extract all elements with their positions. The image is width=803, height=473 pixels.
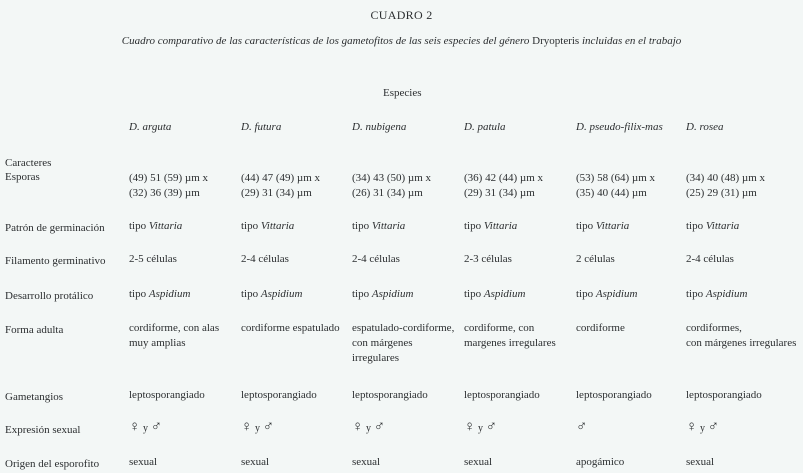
- especies-header: Especies: [383, 87, 422, 99]
- species-header: D. pseudo-filix-mas: [576, 121, 663, 133]
- row-label-gametangios: Gametangios: [5, 391, 64, 403]
- species-header: D. arguta: [129, 121, 172, 133]
- cell-expresion: ♀ y ♂: [352, 419, 385, 435]
- cell-desarrollo: tipo Aspidium: [352, 288, 414, 300]
- male-symbol-icon: ♂: [262, 419, 274, 435]
- cell-germinacion: tipo Vittaria: [686, 220, 740, 232]
- cell-esporas: (53) 58 (64) µm x (35) 40 (44) µm: [576, 172, 656, 199]
- species-header: D. rosea: [686, 121, 724, 133]
- cell-germinacion: tipo Vittaria: [241, 220, 295, 232]
- cell-origen: sexual: [352, 456, 381, 468]
- cell-expresion: ♀ y ♂: [129, 419, 162, 435]
- caption-text-end: incluidas en el trabajo: [579, 35, 682, 47]
- cell-forma: cordiforme, con margenes irregulares: [464, 322, 556, 349]
- cell-desarrollo: tipo Aspidium: [576, 288, 638, 300]
- table-caption: [0, 35, 803, 47]
- cell-desarrollo: tipo Aspidium: [129, 288, 191, 300]
- cell-filamento: 2-4 células: [686, 253, 734, 265]
- cell-germinacion: tipo Vittaria: [352, 220, 406, 232]
- species-header: D. nubigena: [352, 121, 407, 133]
- cell-forma: cordiformes, con márgenes irregulares: [686, 322, 797, 349]
- row-label-forma: Forma adulta: [5, 324, 64, 336]
- cell-esporas: (36) 42 (44) µm x (29) 31 (34) µm: [464, 172, 544, 199]
- cell-germinacion: tipo Vittaria: [129, 220, 183, 232]
- cell-expresion: ♀ y ♂: [464, 419, 497, 435]
- cell-germinacion: tipo Vittaria: [464, 220, 518, 232]
- caption-genus: Dryopteris: [532, 35, 580, 47]
- cell-filamento: 2-5 células: [129, 253, 177, 265]
- cell-origen: sexual: [129, 456, 158, 468]
- male-symbol-icon: ♂: [707, 419, 719, 435]
- cell-desarrollo: tipo Aspidium: [464, 288, 526, 300]
- cell-gametangios: leptosporangiado: [686, 389, 762, 401]
- row-label-germinacion: Patrón de germinación: [5, 222, 105, 234]
- species-header: D. patula: [464, 121, 506, 133]
- male-symbol-icon: ♂: [373, 419, 385, 435]
- row-label-origen: Origen del esporofito: [5, 458, 100, 470]
- cell-origen: sexual: [241, 456, 270, 468]
- cell-germinacion: tipo Vittaria: [576, 220, 630, 232]
- cell-forma: cordiforme, con alas muy amplias: [129, 322, 220, 349]
- cell-desarrollo: tipo Aspidium: [241, 288, 303, 300]
- cell-forma: cordiforme espatulado: [241, 322, 340, 334]
- female-symbol-icon: ♀: [241, 419, 253, 435]
- cell-gametangios: leptosporangiado: [241, 389, 317, 401]
- table-title: CUADRO 2: [370, 8, 433, 22]
- cell-forma: cordiforme: [576, 322, 625, 334]
- male-symbol-icon: ♂: [485, 419, 497, 435]
- female-symbol-icon: ♀: [686, 419, 698, 435]
- cell-expresion: ♀ y ♂: [686, 419, 719, 435]
- cell-gametangios: leptosporangiado: [464, 389, 540, 401]
- female-symbol-icon: ♀: [129, 419, 141, 435]
- cell-forma: espatulado-cordiforme, con márgenes irregulares: [352, 322, 455, 364]
- cell-origen: sexual: [686, 456, 715, 468]
- row-label-expresion: Expresión sexual: [5, 424, 81, 436]
- cell-origen: apogámico: [576, 456, 625, 468]
- male-symbol-icon: ♂: [576, 419, 588, 435]
- cell-gametangios: leptosporangiado: [576, 389, 652, 401]
- cell-desarrollo: tipo Aspidium: [686, 288, 748, 300]
- cell-origen: sexual: [464, 456, 493, 468]
- caption-text: Cuadro comparativo de las características de los gametofitos de las seis especies del género: [121, 35, 533, 47]
- male-symbol-icon: ♂: [150, 419, 162, 435]
- cell-esporas: (34) 40 (48) µm x (25) 29 (31) µm: [686, 172, 766, 199]
- cell-esporas: (34) 43 (50) µm x (26) 31 (34) µm: [352, 172, 432, 199]
- cell-gametangios: leptosporangiado: [352, 389, 428, 401]
- cell-gametangios: leptosporangiado: [129, 389, 205, 401]
- row-label-esporas: Esporas: [5, 171, 40, 183]
- row-label-desarrollo: Desarrollo protálico: [5, 290, 94, 302]
- cell-filamento: 2-4 células: [241, 253, 289, 265]
- species-header: D. futura: [241, 121, 282, 133]
- row-label-filamento: Filamento germinativo: [5, 255, 106, 267]
- cell-filamento: 2 células: [576, 253, 615, 265]
- cell-filamento: 2-4 células: [352, 253, 400, 265]
- female-symbol-icon: ♀: [352, 419, 364, 435]
- cell-esporas: (44) 47 (49) µm x (29) 31 (34) µm: [241, 172, 321, 199]
- cell-expresion: ♀ y ♂: [241, 419, 274, 435]
- cell-esporas: (49) 51 (59) µm x (32) 36 (39) µm: [129, 172, 209, 199]
- female-symbol-icon: ♀: [464, 419, 476, 435]
- cell-filamento: 2-3 células: [464, 253, 512, 265]
- caracteres-label: Caracteres: [5, 157, 52, 169]
- cell-expresion: [576, 420, 587, 436]
